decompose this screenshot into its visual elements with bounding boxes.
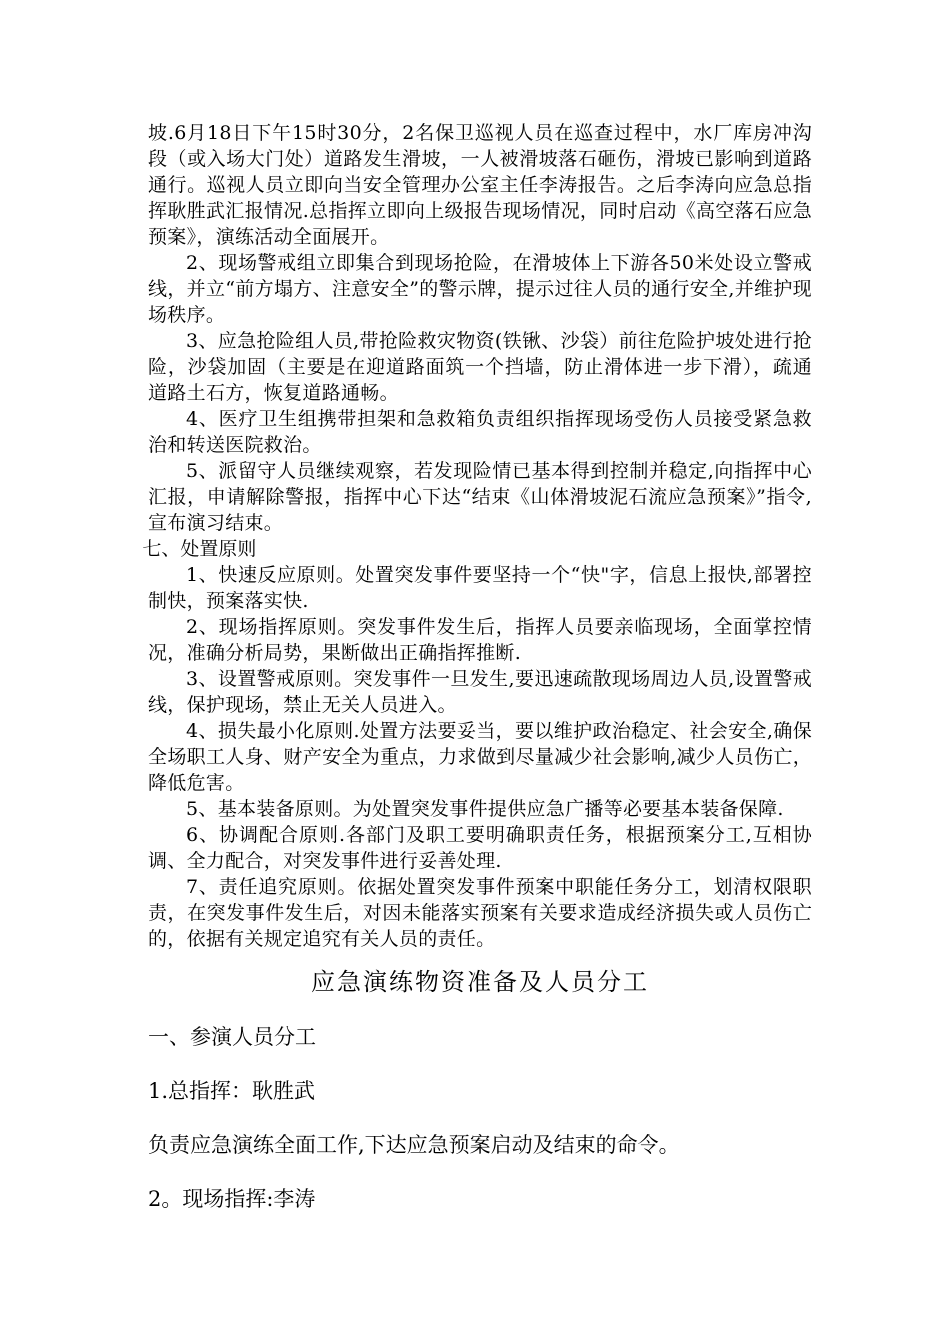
principle-4: 4、损失最小化原则.处置方法要妥当，要以维护政治稳定、社会安全,确保全场职工人身、财产安全为重点，力求做到尽量减少社会影响,减少人员伤亡，降低危害。 — [148, 720, 812, 794]
principle-5: 5、基本装备原则。为处置突发事件提供应急广播等必要基本装备保障. — [186, 798, 784, 820]
principle-3: 3、设置警戒原则。突发事件一旦发生,要迅速疏散现场周边人员,设置警戒线，保护现场，禁止无关人员进入。 — [148, 668, 812, 716]
paragraph-scenario: 坡.6月18日下午15时30分，2名保卫巡视人员在巡查过程中，水厂库房冲沟段（或入场大门处）道路发生滑坡，一人被滑坡落石砸伤，滑坡已影响到道路通行。巡视人员立即向当安全管理办公室主任李涛报告。之后李涛向应急总指挥耿胜武汇报情况.总指挥立即向上级报告现场情况，同时启动《高空落石应急预案》，演练活动全面展开。 — [148, 122, 812, 248]
staff-item-field-commander: 2。现场指挥:李涛 — [148, 1187, 316, 1211]
principle-2: 2、现场指挥原则。突发事件发生后，指挥人员要亲临现场，全面掌控情况，准确分析局势，果断做出正确指挥推断. — [148, 616, 812, 664]
paragraph-step-2: 2、现场警戒组立即集合到现场抢险，在滑坡体上下游各50米处设立警戒线，并立“前方塌方、注意安全”的警示牌，提示过往人员的通行安全,并维护现场秩序。 — [148, 252, 812, 326]
principle-6: 6、协调配合原则.各部门及职工要明确职责任务，根据预案分工,互相协调、全力配合，对突发事件进行妥善处理. — [148, 824, 812, 872]
paragraph-step-4: 4、医疗卫生组携带担架和急救箱负责组织指挥现场受伤人员接受紧急救治和转送医院救治。 — [148, 408, 812, 456]
staff-item-commander: 1.总指挥：耿胜武 — [148, 1079, 316, 1103]
paragraph-step-3: 3、应急抢险组人员,带抢险救灾物资(铁锹、沙袋）前往危险护坡处进行抢险，沙袋加固（主要是在迎道路面筑一个挡墙，防止滑体进一步下滑），疏通道路土石方，恢复道路通畅。 — [148, 330, 812, 404]
document-title: 应急演练物资准备及人员分工 — [311, 968, 649, 996]
principle-1: 1、快速反应原则。处置突发事件要坚持一个“快"字，信息上报快,部署控制快，预案落实快. — [148, 564, 812, 612]
paragraph-step-5: 5、派留守人员继续观察，若发现险情已基本得到控制并稳定,向指挥中心汇报，申请解除警报，指挥中心下达“结束《山体滑坡泥石流应急预案》”指令,宣布演习结束。 — [148, 460, 812, 534]
section-heading-principles: 七、处置原则 — [142, 538, 257, 560]
staff-item-commander-desc: 负责应急演练全面工作,下达应急预案启动及结束的命令。 — [148, 1133, 680, 1157]
document-page — [142, 120, 812, 1214]
section-heading-staff: 一、参演人员分工 — [148, 1025, 316, 1049]
principle-7: 7、责任追究原则。依据处置突发事件预案中职能任务分工，划清权限职责，在突发事件发生后，对因未能落实预案有关要求造成经济损失或人员伤亡的，依据有关规定追究有关人员的责任。 — [148, 876, 812, 950]
